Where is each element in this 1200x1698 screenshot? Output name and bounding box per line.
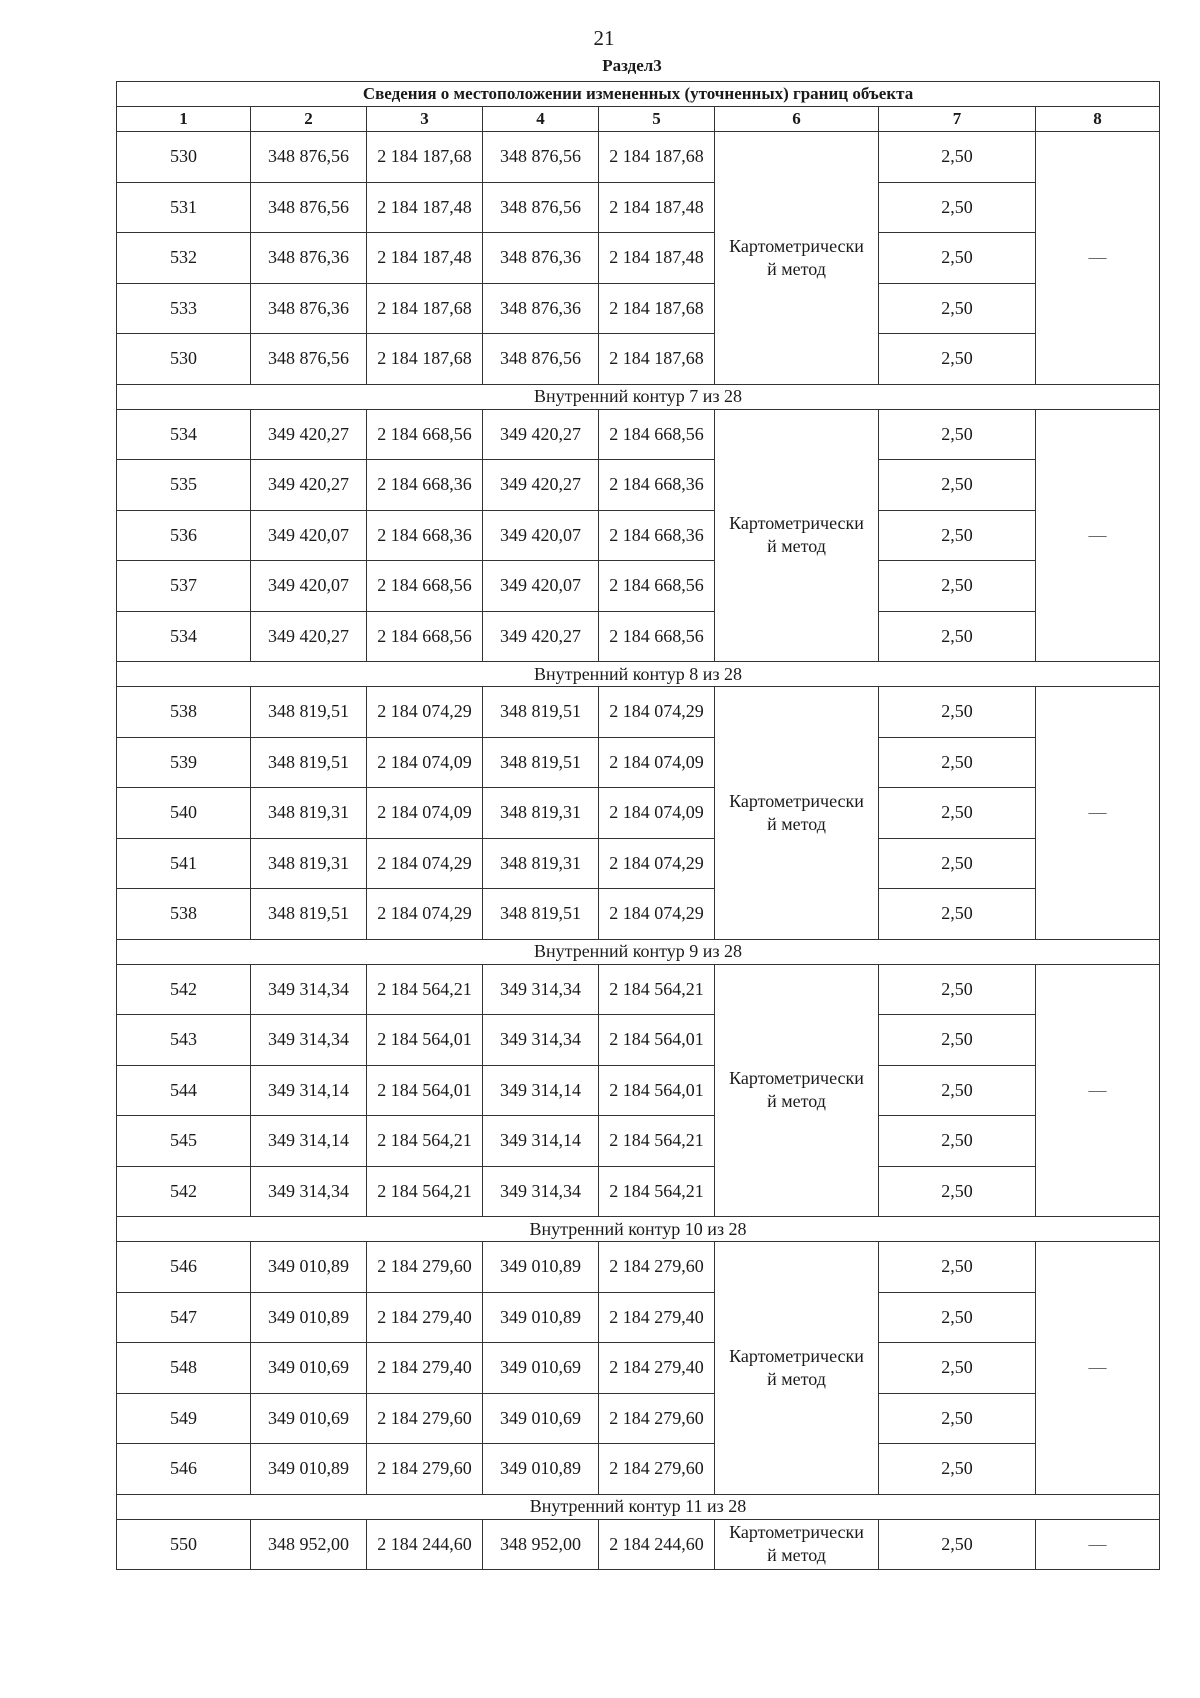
x-new-cell: 348 876,56 <box>483 334 599 385</box>
y-new-cell: 2 184 187,68 <box>599 132 715 183</box>
table-title: Сведения о местоположении измененных (уточненных) границ объекта <box>117 82 1160 107</box>
x-existing-cell: 349 010,89 <box>251 1242 367 1293</box>
table-row <box>117 1015 1160 1066</box>
contour-row <box>117 662 1160 687</box>
x-new-cell: 348 819,51 <box>483 737 599 788</box>
description-dash-cell: — <box>1036 687 1160 940</box>
x-existing-cell: 348 876,36 <box>251 233 367 284</box>
x-new-cell: 349 010,69 <box>483 1343 599 1394</box>
table-row <box>117 611 1160 662</box>
point-number-cell: 542 <box>117 964 251 1015</box>
contour-row <box>117 384 1160 409</box>
method-text-line2: й метод <box>767 258 826 279</box>
column-number-4: 4 <box>483 107 599 132</box>
accuracy-cell: 2,50 <box>879 283 1036 334</box>
table-row <box>117 561 1160 612</box>
accuracy-cell: 2,50 <box>879 687 1036 738</box>
accuracy-cell: 2,50 <box>879 1166 1036 1217</box>
y-existing-cell: 2 184 074,09 <box>367 737 483 788</box>
y-existing-cell: 2 184 187,68 <box>367 283 483 334</box>
y-new-cell: 2 184 668,36 <box>599 510 715 561</box>
column-number-7: 7 <box>879 107 1036 132</box>
y-existing-cell: 2 184 244,60 <box>367 1519 483 1570</box>
y-new-cell: 2 184 279,40 <box>599 1343 715 1394</box>
y-new-cell: 2 184 564,01 <box>599 1015 715 1066</box>
point-number-cell: 536 <box>117 510 251 561</box>
point-number-cell: 544 <box>117 1065 251 1116</box>
accuracy-cell: 2,50 <box>879 561 1036 612</box>
table-row <box>117 409 1160 460</box>
x-new-cell: 349 420,27 <box>483 611 599 662</box>
point-number-cell: 530 <box>117 334 251 385</box>
y-new-cell: 2 184 074,09 <box>599 737 715 788</box>
point-number-cell: 541 <box>117 838 251 889</box>
x-new-cell: 349 420,07 <box>483 510 599 561</box>
accuracy-cell: 2,50 <box>879 611 1036 662</box>
column-number-5: 5 <box>599 107 715 132</box>
table-row <box>117 1393 1160 1444</box>
contour-label: Внутренний контур 10 из 28 <box>117 1217 1160 1242</box>
method-cell <box>715 132 879 385</box>
contour-row <box>117 1217 1160 1242</box>
accuracy-cell: 2,50 <box>879 1444 1036 1495</box>
y-existing-cell: 2 184 279,40 <box>367 1292 483 1343</box>
accuracy-cell: 2,50 <box>879 1393 1036 1444</box>
y-new-cell: 2 184 187,68 <box>599 283 715 334</box>
point-number-cell: 546 <box>117 1242 251 1293</box>
method-text-line2: й метод <box>767 1545 826 1566</box>
y-existing-cell: 2 184 564,01 <box>367 1065 483 1116</box>
table-row <box>117 1242 1160 1293</box>
column-number-6: 6 <box>715 107 879 132</box>
x-existing-cell: 348 876,36 <box>251 283 367 334</box>
point-number-cell: 534 <box>117 611 251 662</box>
x-existing-cell: 348 819,51 <box>251 737 367 788</box>
method-text-line1: Картометрически <box>729 1522 864 1543</box>
y-existing-cell: 2 184 187,48 <box>367 233 483 284</box>
x-new-cell: 348 876,36 <box>483 233 599 284</box>
accuracy-cell: 2,50 <box>879 737 1036 788</box>
x-existing-cell: 349 010,69 <box>251 1393 367 1444</box>
x-existing-cell: 349 314,34 <box>251 1015 367 1066</box>
y-new-cell: 2 184 187,68 <box>599 334 715 385</box>
x-new-cell: 348 819,51 <box>483 687 599 738</box>
accuracy-cell: 2,50 <box>879 1292 1036 1343</box>
x-new-cell: 349 010,89 <box>483 1242 599 1293</box>
point-number-cell: 532 <box>117 233 251 284</box>
page-number: 21 <box>593 26 615 50</box>
point-number-cell: 537 <box>117 561 251 612</box>
y-new-cell: 2 184 187,48 <box>599 182 715 233</box>
y-new-cell: 2 184 074,29 <box>599 889 715 940</box>
point-number-cell: 546 <box>117 1444 251 1495</box>
description-dash-cell: — <box>1036 964 1160 1217</box>
x-existing-cell: 348 952,00 <box>251 1519 367 1570</box>
accuracy-cell: 2,50 <box>879 889 1036 940</box>
method-text-line1: Картометрически <box>729 1345 864 1366</box>
method-cell <box>715 687 879 940</box>
table-row <box>117 233 1160 284</box>
x-existing-cell: 349 420,27 <box>251 611 367 662</box>
table-row <box>117 510 1160 561</box>
y-new-cell: 2 184 279,60 <box>599 1444 715 1495</box>
method-text-line1: Картометрически <box>729 1068 864 1089</box>
x-existing-cell: 349 314,14 <box>251 1065 367 1116</box>
x-existing-cell: 349 420,07 <box>251 510 367 561</box>
y-new-cell: 2 184 668,56 <box>599 409 715 460</box>
table-row <box>117 838 1160 889</box>
x-new-cell: 349 010,89 <box>483 1292 599 1343</box>
x-new-cell: 349 314,34 <box>483 964 599 1015</box>
y-new-cell: 2 184 564,01 <box>599 1065 715 1116</box>
x-new-cell: 349 010,69 <box>483 1393 599 1444</box>
x-new-cell: 349 010,89 <box>483 1444 599 1495</box>
y-existing-cell: 2 184 668,56 <box>367 611 483 662</box>
contour-label: Внутренний контур 9 из 28 <box>117 939 1160 964</box>
x-existing-cell: 348 819,31 <box>251 788 367 839</box>
point-number-cell: 539 <box>117 737 251 788</box>
x-new-cell: 348 819,31 <box>483 838 599 889</box>
point-number-cell: 535 <box>117 460 251 511</box>
table-row <box>117 1519 1160 1570</box>
point-number-cell: 542 <box>117 1166 251 1217</box>
method-text-line2: й метод <box>767 536 826 557</box>
method-cell <box>715 409 879 662</box>
y-new-cell: 2 184 564,21 <box>599 1116 715 1167</box>
method-text-line2: й метод <box>767 1091 826 1112</box>
y-existing-cell: 2 184 564,21 <box>367 964 483 1015</box>
method-cell <box>715 1519 879 1570</box>
column-number-2: 2 <box>251 107 367 132</box>
table-row <box>117 283 1160 334</box>
y-existing-cell: 2 184 668,36 <box>367 460 483 511</box>
description-dash-cell: — <box>1036 1519 1160 1570</box>
x-existing-cell: 349 010,89 <box>251 1292 367 1343</box>
x-existing-cell: 349 420,27 <box>251 409 367 460</box>
table-row <box>117 460 1160 511</box>
accuracy-cell: 2,50 <box>879 1519 1036 1570</box>
accuracy-cell: 2,50 <box>879 1343 1036 1394</box>
accuracy-cell: 2,50 <box>879 838 1036 889</box>
column-number-8: 8 <box>1036 107 1160 132</box>
point-number-cell: 530 <box>117 132 251 183</box>
contour-row <box>117 939 1160 964</box>
y-existing-cell: 2 184 187,68 <box>367 334 483 385</box>
point-number-cell: 540 <box>117 788 251 839</box>
contour-label: Внутренний контур 7 из 28 <box>117 384 1160 409</box>
x-existing-cell: 348 876,56 <box>251 182 367 233</box>
y-existing-cell: 2 184 279,60 <box>367 1242 483 1293</box>
x-existing-cell: 349 314,14 <box>251 1116 367 1167</box>
y-new-cell: 2 184 074,09 <box>599 788 715 839</box>
x-new-cell: 348 819,51 <box>483 889 599 940</box>
point-number-cell: 548 <box>117 1343 251 1394</box>
method-text-line2: й метод <box>767 813 826 834</box>
x-existing-cell: 349 420,07 <box>251 561 367 612</box>
y-existing-cell: 2 184 564,21 <box>367 1166 483 1217</box>
table-row <box>117 737 1160 788</box>
y-new-cell: 2 184 564,21 <box>599 1166 715 1217</box>
x-existing-cell: 349 420,27 <box>251 460 367 511</box>
table-row <box>117 687 1160 738</box>
y-new-cell: 2 184 564,21 <box>599 964 715 1015</box>
y-existing-cell: 2 184 279,60 <box>367 1393 483 1444</box>
point-number-cell: 547 <box>117 1292 251 1343</box>
table-row <box>117 1065 1160 1116</box>
x-new-cell: 349 420,07 <box>483 561 599 612</box>
point-number-cell: 531 <box>117 182 251 233</box>
y-new-cell: 2 184 187,48 <box>599 233 715 284</box>
accuracy-cell: 2,50 <box>879 334 1036 385</box>
table-row <box>117 1343 1160 1394</box>
x-existing-cell: 349 314,34 <box>251 1166 367 1217</box>
y-new-cell: 2 184 279,60 <box>599 1242 715 1293</box>
y-existing-cell: 2 184 564,21 <box>367 1116 483 1167</box>
table-row <box>117 788 1160 839</box>
y-existing-cell: 2 184 187,68 <box>367 132 483 183</box>
x-existing-cell: 348 819,31 <box>251 838 367 889</box>
accuracy-cell: 2,50 <box>879 788 1036 839</box>
x-new-cell: 348 819,31 <box>483 788 599 839</box>
y-new-cell: 2 184 279,60 <box>599 1393 715 1444</box>
method-text-line1: Картометрически <box>729 235 864 256</box>
table-row <box>117 964 1160 1015</box>
y-new-cell: 2 184 668,56 <box>599 611 715 662</box>
x-new-cell: 349 314,14 <box>483 1065 599 1116</box>
point-number-cell: 550 <box>117 1519 251 1570</box>
y-existing-cell: 2 184 668,56 <box>367 561 483 612</box>
point-number-cell: 533 <box>117 283 251 334</box>
description-dash-cell: — <box>1036 1242 1160 1495</box>
method-text-line1: Картометрически <box>729 513 864 534</box>
x-existing-cell: 348 876,56 <box>251 132 367 183</box>
y-existing-cell: 2 184 668,56 <box>367 409 483 460</box>
point-number-cell: 543 <box>117 1015 251 1066</box>
x-existing-cell: 348 876,56 <box>251 334 367 385</box>
y-existing-cell: 2 184 074,29 <box>367 889 483 940</box>
x-existing-cell: 348 819,51 <box>251 889 367 940</box>
table-row <box>117 1166 1160 1217</box>
table-row <box>117 132 1160 183</box>
x-existing-cell: 349 010,89 <box>251 1444 367 1495</box>
table-row <box>117 334 1160 385</box>
y-existing-cell: 2 184 279,60 <box>367 1444 483 1495</box>
y-existing-cell: 2 184 074,09 <box>367 788 483 839</box>
x-new-cell: 349 314,34 <box>483 1015 599 1066</box>
y-existing-cell: 2 184 074,29 <box>367 838 483 889</box>
x-new-cell: 348 876,56 <box>483 182 599 233</box>
method-cell <box>715 964 879 1217</box>
contour-label: Внутренний контур 11 из 28 <box>117 1494 1160 1519</box>
x-existing-cell: 349 314,34 <box>251 964 367 1015</box>
accuracy-cell: 2,50 <box>879 132 1036 183</box>
section-title: Раздел3 <box>602 56 662 75</box>
x-new-cell: 349 420,27 <box>483 460 599 511</box>
point-number-cell: 538 <box>117 889 251 940</box>
x-new-cell: 348 952,00 <box>483 1519 599 1570</box>
contour-label: Внутренний контур 8 из 28 <box>117 662 1160 687</box>
accuracy-cell: 2,50 <box>879 1065 1036 1116</box>
accuracy-cell: 2,50 <box>879 964 1036 1015</box>
contour-row <box>117 1494 1160 1519</box>
y-existing-cell: 2 184 074,29 <box>367 687 483 738</box>
y-new-cell: 2 184 668,56 <box>599 561 715 612</box>
description-dash-cell: — <box>1036 132 1160 385</box>
accuracy-cell: 2,50 <box>879 1242 1036 1293</box>
y-existing-cell: 2 184 279,40 <box>367 1343 483 1394</box>
accuracy-cell: 2,50 <box>879 1116 1036 1167</box>
table-row <box>117 182 1160 233</box>
y-new-cell: 2 184 074,29 <box>599 687 715 738</box>
x-existing-cell: 348 819,51 <box>251 687 367 738</box>
y-existing-cell: 2 184 564,01 <box>367 1015 483 1066</box>
y-existing-cell: 2 184 668,36 <box>367 510 483 561</box>
y-new-cell: 2 184 279,40 <box>599 1292 715 1343</box>
x-new-cell: 348 876,36 <box>483 283 599 334</box>
table-row <box>117 889 1160 940</box>
accuracy-cell: 2,50 <box>879 182 1036 233</box>
y-new-cell: 2 184 668,36 <box>599 460 715 511</box>
method-text-line1: Картометрически <box>729 790 864 811</box>
table-row <box>117 1292 1160 1343</box>
y-existing-cell: 2 184 187,48 <box>367 182 483 233</box>
x-new-cell: 349 314,14 <box>483 1116 599 1167</box>
point-number-cell: 534 <box>117 409 251 460</box>
accuracy-cell: 2,50 <box>879 510 1036 561</box>
y-new-cell: 2 184 244,60 <box>599 1519 715 1570</box>
column-number-1: 1 <box>117 107 251 132</box>
coordinates-table <box>116 81 1160 1570</box>
accuracy-cell: 2,50 <box>879 460 1036 511</box>
accuracy-cell: 2,50 <box>879 1015 1036 1066</box>
description-dash-cell: — <box>1036 409 1160 662</box>
table-row <box>117 1444 1160 1495</box>
point-number-cell: 549 <box>117 1393 251 1444</box>
point-number-cell: 538 <box>117 687 251 738</box>
accuracy-cell: 2,50 <box>879 409 1036 460</box>
x-new-cell: 349 314,34 <box>483 1166 599 1217</box>
accuracy-cell: 2,50 <box>879 233 1036 284</box>
table-row <box>117 1116 1160 1167</box>
y-new-cell: 2 184 074,29 <box>599 838 715 889</box>
column-number-3: 3 <box>367 107 483 132</box>
x-new-cell: 348 876,56 <box>483 132 599 183</box>
point-number-cell: 545 <box>117 1116 251 1167</box>
method-cell <box>715 1242 879 1495</box>
method-text-line2: й метод <box>767 1368 826 1389</box>
x-existing-cell: 349 010,69 <box>251 1343 367 1394</box>
x-new-cell: 349 420,27 <box>483 409 599 460</box>
